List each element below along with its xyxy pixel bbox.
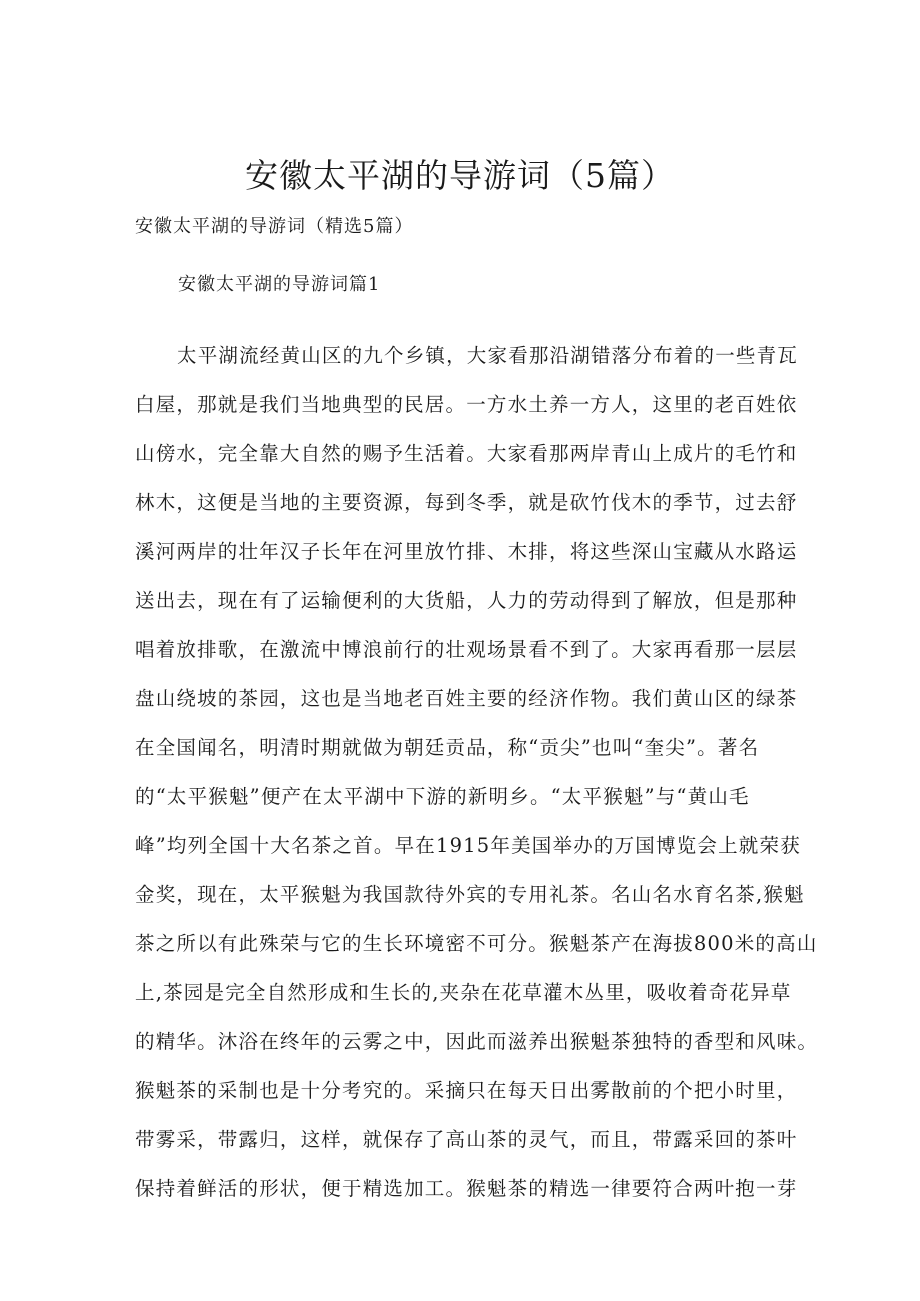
- body-line: 盘山绕坡的茶园，这也是当地老百姓主要的经济作物。我们黄山区的绿茶: [135, 687, 798, 710]
- body-line: 峰”均列全国十大名茶之首。早在1915年美国举办的万国博览会上就荣获: [135, 834, 801, 857]
- body-line: 在全国闻名，明清时期就做为朝廷贡品，称“贡尖”也叫“奎尖”。著名: [135, 736, 760, 759]
- body-line: 保持着鲜活的形状，便于精选加工。猴魁茶的精选一律要符合两叶抱一芽: [135, 1177, 798, 1200]
- body-line: 太平湖流经黄山区的九个乡镇，大家看那沿湖错落分布着的一些青瓦: [177, 344, 799, 367]
- body-line: 林木，这便是当地的主要资源，每到冬季，就是砍竹伐木的季节，过去舒: [135, 491, 798, 514]
- body-line: 金奖，现在，太平猴魁为我国款待外宾的专用礼茶。名山名水育名茶,猴魁: [135, 883, 805, 906]
- document-title: 安徽太平湖的导游词（5篇）: [245, 156, 675, 195]
- body-line: 的“太平猴魁”便产在太平湖中下游的新明乡。“太平猴魁”与“黄山毛: [135, 785, 750, 808]
- body-line: 唱着放排歌，在激流中博浪前行的壮观场景看不到了。大家再看那一层层: [135, 638, 798, 661]
- body-line: 猴魁茶的采制也是十分考究的。采摘只在每天日出雾散前的个把小时里，: [135, 1079, 798, 1102]
- document-subtitle: 安徽太平湖的导游词（精选5篇）: [135, 216, 414, 237]
- body-line: 白屋，那就是我们当地典型的民居。一方水土养一方人，这里的老百姓依: [135, 393, 798, 416]
- body-line: 山傍水，完全靠大自然的赐予生活着。大家看那两岸青山上成片的毛竹和: [135, 442, 798, 465]
- body-line: 上,茶园是完全自然形成和生长的,夹杂在花草灌木丛里，吸收着奇花异草: [135, 981, 792, 1004]
- body-line: 送出去，现在有了运输便利的大货船，人力的劳动得到了解放，但是那种: [135, 589, 798, 612]
- body-paragraph: [135, 331, 819, 1213]
- body-line: 的精华。沐浴在终年的云雾之中，因此而滋养出猴魁茶独特的香型和风味。: [135, 1030, 819, 1053]
- body-line: 带雾采，带露归，这样，就保存了高山茶的灵气，而且，带露采回的茶叶: [135, 1128, 798, 1151]
- body-line: 溪河两岸的壮年汉子长年在河里放竹排、木排，将这些深山宝藏从水路运: [135, 540, 798, 563]
- section-heading: 安徽太平湖的导游词篇1: [178, 274, 381, 295]
- body-line: 茶之所以有此殊荣与它的生长环境密不可分。猴魁茶产在海拔800米的高山: [135, 932, 818, 955]
